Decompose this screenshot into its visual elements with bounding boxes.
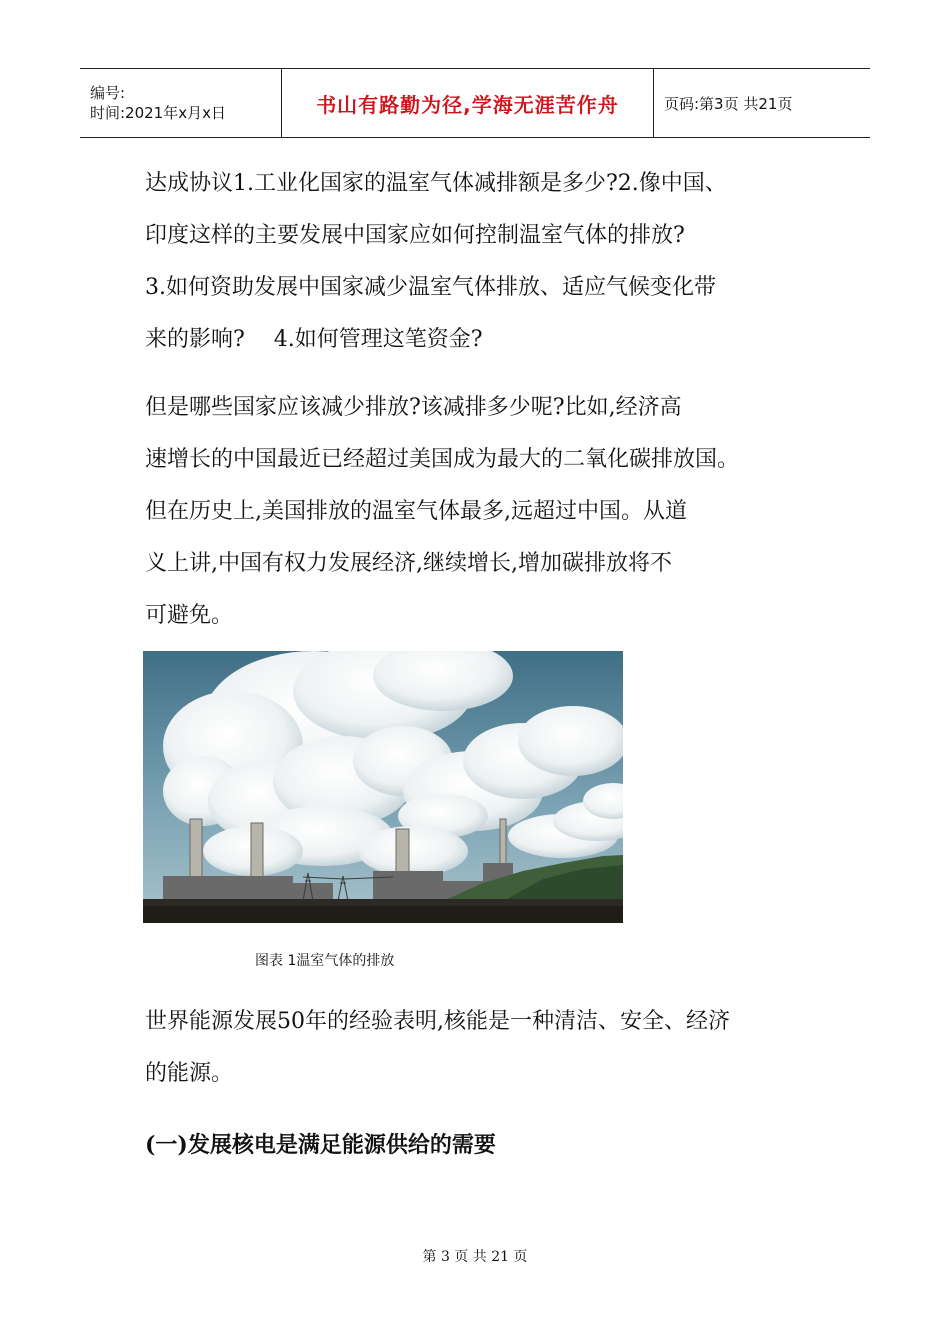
header-motto-cell [282,69,654,137]
page-footer: 第 3 页 共 21 页 [422,1249,528,1265]
text-line: 世界能源发展50年的经验表明,核能是一种清洁、安全、经济 [145,1009,730,1034]
header-table [80,68,870,138]
text-line: 印度这样的主要发展中国家应如何控制温室气体的排放? [145,223,685,248]
text-line: 的能源。 [145,1061,234,1086]
text-line: 但是哪些国家应该减少排放?该减排多少呢?比如,经济高 [145,395,682,420]
document-number-label: 编号: [90,84,126,102]
figure-caption: 图表 1温室气体的排放 [255,953,395,969]
text-line: 义上讲,中国有权力发展经济,继续增长,增加碳排放将不 [145,551,672,576]
paragraph-nuclear-energy [145,996,815,1100]
text-line: 3.如何资助发展中国家减少温室气体排放、适应气候变化带 [145,275,716,300]
header-page-info-cell [654,69,870,137]
header-meta [80,69,282,137]
section-heading: (一)发展核电是满足能源供给的需要 [145,1132,496,1158]
header-page-info: 页码:第3页 共21页 [664,94,793,113]
text-line: 速增长的中国最近已经超过美国成为最大的二氧化碳排放国。 [145,447,740,472]
smokestack-emissions-photo [143,651,623,923]
document-date: 时间:2021年x月x日 [90,104,226,122]
text-line: 但在历史上,美国排放的温室气体最多,远超过中国。从道 [145,499,687,524]
header-motto: 书山有路勤为径,学海无涯苦作舟 [316,92,619,117]
text-line: 来的影响? 4.如何管理这笔资金? [145,327,483,352]
text-line: 可避免。 [145,603,234,628]
text-line: 达成协议1.工业化国家的温室气体减排额是多少?2.像中国、 [145,171,727,196]
paragraph-emission-responsibility [145,382,815,642]
paragraph-agreement-questions [145,158,815,366]
